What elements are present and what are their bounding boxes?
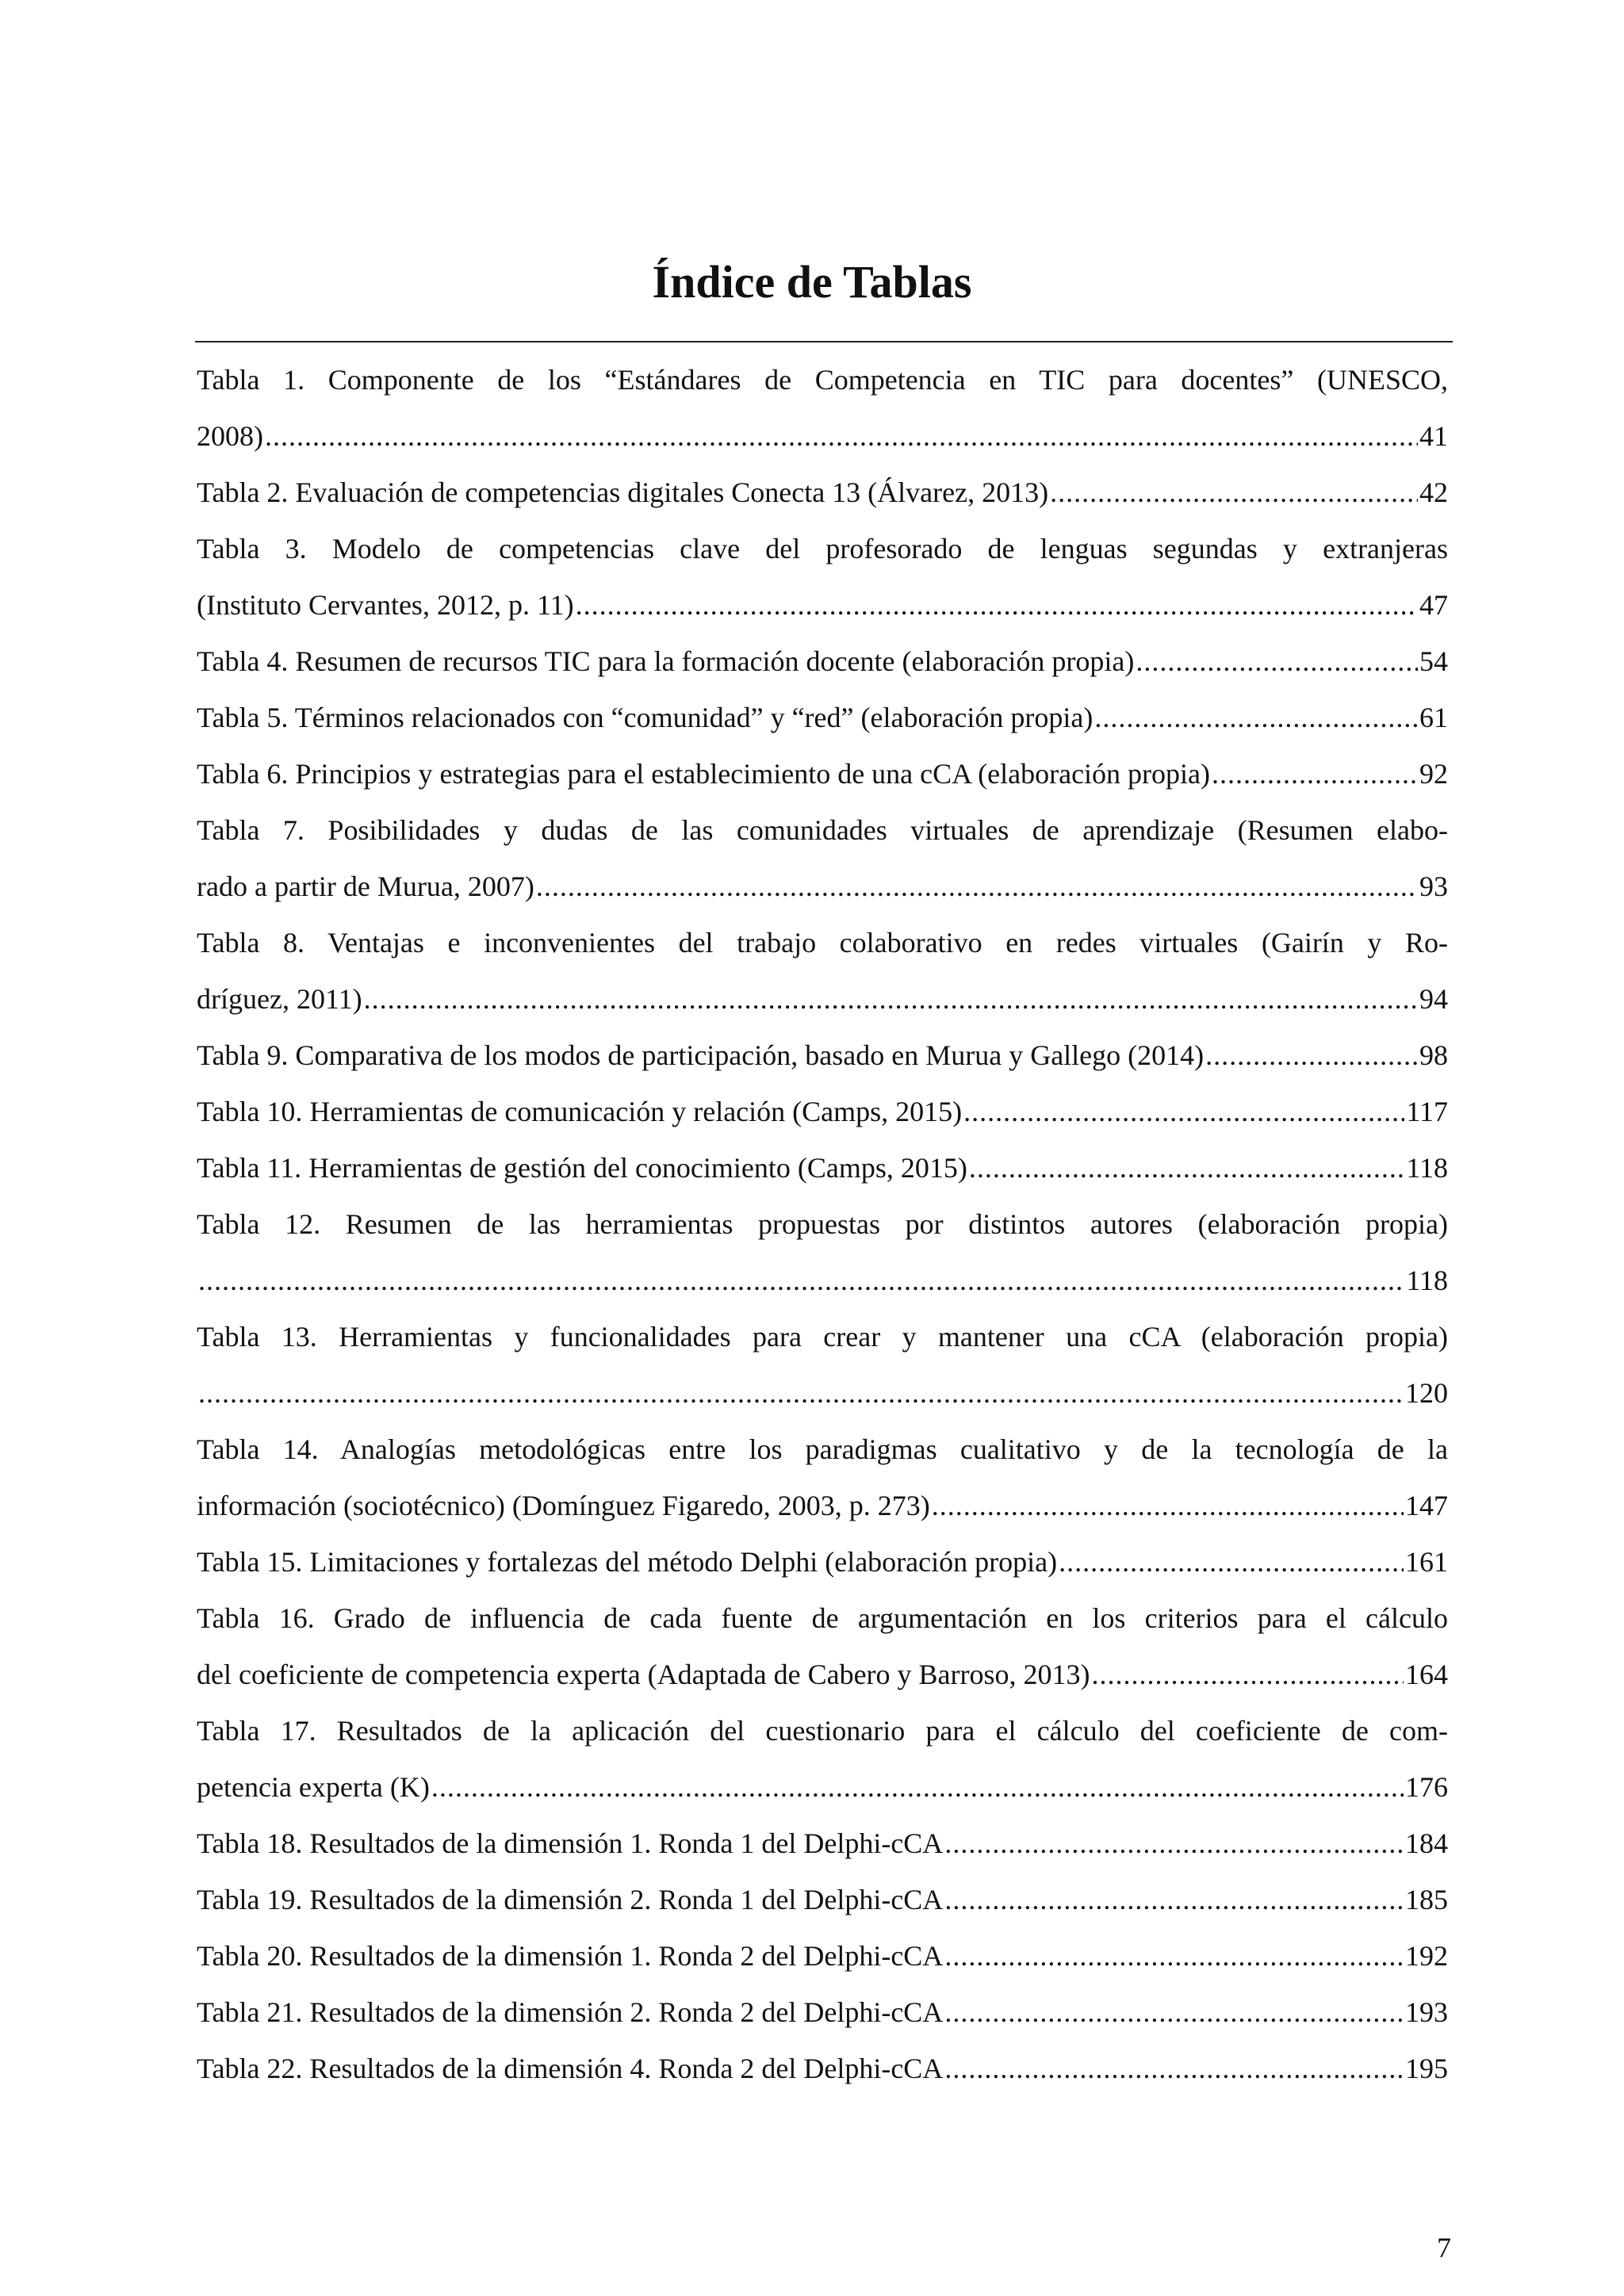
toc-entry[interactable] <box>197 2041 1448 2097</box>
toc-entry-title-line: Tabla 13. Herramientas y funcionalidades para crear y mantener una cCA (elaboración propia) <box>197 1321 1448 1353</box>
table-of-tables-list <box>197 352 1448 2097</box>
toc-entry-page-number: 185 <box>1405 1884 1448 1915</box>
toc-entry[interactable] <box>197 802 1448 915</box>
toc-entry-page-number: 42 <box>1419 476 1448 508</box>
toc-entry-title-line: Tabla 14. Analogías metodológicas entre los paradigmas cualitativo y de la tecnología de la <box>197 1433 1448 1465</box>
toc-entry-title: rado a partir de Murua, 2007) <box>197 871 534 902</box>
toc-entry-title: Tabla 4. Resumen de recursos TIC para la formación docente (elaboración propia) <box>197 645 1135 677</box>
toc-entry-title: Tabla 15. Limitaciones y fortalezas del método Delphi (elaboración propia) <box>197 1546 1058 1578</box>
toc-entry[interactable] <box>197 1196 1448 1309</box>
dot-leader <box>932 1478 1404 1534</box>
toc-entry-title: Tabla 5. Términos relacionados con “comunidad” y “red” (elaboración propia) <box>197 702 1094 733</box>
toc-entry-leader-line <box>197 1759 1448 1816</box>
dot-leader <box>1050 465 1418 521</box>
toc-entry-page-number: 54 <box>1419 645 1448 677</box>
toc-entry[interactable] <box>197 1590 1448 1703</box>
toc-entry-leader-line <box>197 1027 1448 1084</box>
toc-entry[interactable] <box>197 915 1448 1027</box>
toc-entry-page-number: 118 <box>1406 1265 1448 1296</box>
toc-entry-page-number: 184 <box>1405 1827 1448 1859</box>
dot-leader <box>1212 746 1418 802</box>
dot-leader <box>265 408 1418 465</box>
toc-entry-leader-line <box>197 1534 1448 1590</box>
toc-entry-page-number: 98 <box>1419 1039 1448 1071</box>
toc-entry[interactable] <box>197 1422 1448 1534</box>
toc-entry-leader-line <box>197 1253 1448 1309</box>
toc-entry[interactable] <box>197 465 1448 521</box>
toc-entry-leader-line <box>197 859 1448 915</box>
toc-entry-title-line: Tabla 17. Resultados de la aplicación del cuestionario para el cálculo del coeficiente de com- <box>197 1715 1448 1747</box>
toc-entry-title: 2008) <box>197 420 263 452</box>
toc-entry-page-number: 164 <box>1405 1659 1448 1690</box>
dot-leader <box>944 1816 1404 1872</box>
toc-entry-page-number: 161 <box>1405 1546 1448 1578</box>
toc-entry-leader-line <box>197 1140 1448 1196</box>
dot-leader <box>1205 1027 1418 1084</box>
toc-entry-title: petencia experta (K) <box>197 1771 430 1803</box>
dot-leader <box>536 859 1418 915</box>
toc-entry[interactable] <box>197 633 1448 690</box>
toc-entry-title: Tabla 21. Resultados de la dimensión 2. Ronda 2 del Delphi-cCA <box>197 1996 944 2028</box>
toc-entry-page-number: 118 <box>1406 1152 1448 1184</box>
dot-leader <box>1059 1534 1404 1590</box>
toc-entry[interactable] <box>197 1140 1448 1196</box>
toc-entry-page-number: 147 <box>1405 1490 1448 1521</box>
toc-entry[interactable] <box>197 1984 1448 2041</box>
toc-entry-leader-line <box>197 1928 1448 1984</box>
toc-entry-title: información (sociotécnico) (Domínguez Figaredo, 2003, p. 273) <box>197 1490 930 1521</box>
toc-entry-title: Tabla 11. Herramientas de gestión del conocimiento (Camps, 2015) <box>197 1152 967 1184</box>
toc-entry-leader-line <box>197 633 1448 690</box>
toc-entry-title: Tabla 19. Resultados de la dimensión 2. Ronda 1 del Delphi-cCA <box>197 1884 944 1915</box>
toc-entry-title: Tabla 22. Resultados de la dimensión 4. Ronda 2 del Delphi-cCA <box>197 2053 944 2084</box>
toc-entry[interactable] <box>197 352 1448 465</box>
toc-entry-title-line: Tabla 1. Componente de los “Estándares de Competencia en TIC para docentes” (UNESCO, <box>197 364 1448 396</box>
toc-entry-leader-line <box>197 1365 1448 1422</box>
toc-entry[interactable] <box>197 1703 1448 1816</box>
toc-entry-leader-line <box>197 1478 1448 1534</box>
toc-entry-page-number: 192 <box>1405 1940 1448 1972</box>
toc-entry-leader-line <box>197 577 1448 633</box>
dot-leader <box>364 971 1418 1027</box>
toc-entry-leader-line <box>197 465 1448 521</box>
toc-entry-title: Tabla 6. Principios y estrategias para el establecimiento de una cCA (elaboración propia) <box>197 758 1211 790</box>
page-title: Índice de Tablas <box>652 256 972 308</box>
dot-leader <box>198 1253 1404 1309</box>
dot-leader <box>1136 633 1418 690</box>
toc-entry-page-number: 61 <box>1419 702 1448 733</box>
toc-entry-title-line: Tabla 16. Grado de influencia de cada fuente de argumentación en los criterios para el cálculo <box>197 1602 1448 1634</box>
toc-entry[interactable] <box>197 1084 1448 1140</box>
toc-entry-title-line: Tabla 8. Ventajas e inconvenientes del trabajo colaborativo en redes virtuales (Gairín y Ro- <box>197 927 1448 959</box>
dot-leader <box>576 577 1418 633</box>
toc-entry-leader-line <box>197 690 1448 746</box>
toc-entry-leader-line <box>197 1984 1448 2041</box>
toc-entry-page-number: 94 <box>1419 983 1448 1015</box>
dot-leader <box>963 1084 1404 1140</box>
toc-entry-leader-line <box>197 1816 1448 1872</box>
toc-entry[interactable] <box>197 1534 1448 1590</box>
dot-leader <box>1094 690 1418 746</box>
title-divider <box>195 341 1453 342</box>
toc-entry-title: (Instituto Cervantes, 2012, p. 11) <box>197 589 574 621</box>
toc-entry-page-number: 176 <box>1405 1771 1448 1803</box>
toc-entry-page-number: 47 <box>1419 589 1448 621</box>
toc-entry-leader-line <box>197 1872 1448 1928</box>
toc-entry-page-number: 195 <box>1405 2053 1448 2084</box>
dot-leader <box>198 1365 1404 1422</box>
page-number: 7 <box>1437 2232 1451 2263</box>
toc-entry-page-number: 92 <box>1419 758 1448 790</box>
toc-entry-leader-line <box>197 1647 1448 1703</box>
toc-entry-page-number: 117 <box>1406 1096 1448 1127</box>
toc-entry[interactable] <box>197 1027 1448 1084</box>
dot-leader <box>431 1759 1404 1816</box>
dot-leader <box>1092 1647 1404 1703</box>
toc-entry-title-line: Tabla 7. Posibilidades y dudas de las comunidades virtuales de aprendizaje (Resumen elabo- <box>197 814 1448 846</box>
toc-entry-leader-line <box>197 2041 1448 2097</box>
toc-entry-page-number: 41 <box>1419 420 1448 452</box>
dot-leader <box>944 1872 1404 1928</box>
toc-entry[interactable] <box>197 1872 1448 1928</box>
toc-entry-page-number: 93 <box>1419 871 1448 902</box>
toc-entry-title: dríguez, 2011) <box>197 983 362 1015</box>
toc-entry[interactable] <box>197 1816 1448 1872</box>
dot-leader <box>944 1984 1404 2041</box>
dot-leader <box>944 1928 1404 1984</box>
toc-entry[interactable] <box>197 1309 1448 1422</box>
toc-entry-title: del coeficiente de competencia experta (Adaptada de Cabero y Barroso, 2013) <box>197 1659 1090 1690</box>
toc-entry-title: Tabla 2. Evaluación de competencias digitales Conecta 13 (Álvarez, 2013) <box>197 476 1049 508</box>
toc-entry-title: Tabla 20. Resultados de la dimensión 1. Ronda 2 del Delphi-cCA <box>197 1940 944 1972</box>
toc-entry-page-number: 193 <box>1405 1996 1448 2028</box>
toc-entry-title-line: Tabla 12. Resumen de las herramientas propuestas por distintos autores (elaboración propia) <box>197 1208 1448 1240</box>
dot-leader <box>944 2041 1404 2097</box>
toc-entry[interactable] <box>197 746 1448 802</box>
toc-entry-title: Tabla 9. Comparativa de los modos de participación, basado en Murua y Gallego (2014) <box>197 1039 1205 1071</box>
dot-leader <box>969 1140 1404 1196</box>
toc-entry-title-line: Tabla 3. Modelo de competencias clave del profesorado de lenguas segundas y extranjeras <box>197 533 1448 564</box>
toc-entry-leader-line <box>197 408 1448 465</box>
toc-entry-leader-line <box>197 971 1448 1027</box>
toc-entry-title: Tabla 18. Resultados de la dimensión 1. Ronda 1 del Delphi-cCA <box>197 1827 944 1859</box>
toc-entry[interactable] <box>197 1928 1448 1984</box>
toc-entry-page-number: 120 <box>1405 1377 1448 1409</box>
toc-entry-leader-line <box>197 1084 1448 1140</box>
toc-entry-title: Tabla 10. Herramientas de comunicación y relación (Camps, 2015) <box>197 1096 963 1127</box>
toc-entry-leader-line <box>197 746 1448 802</box>
toc-entry[interactable] <box>197 521 1448 633</box>
toc-entry[interactable] <box>197 690 1448 746</box>
